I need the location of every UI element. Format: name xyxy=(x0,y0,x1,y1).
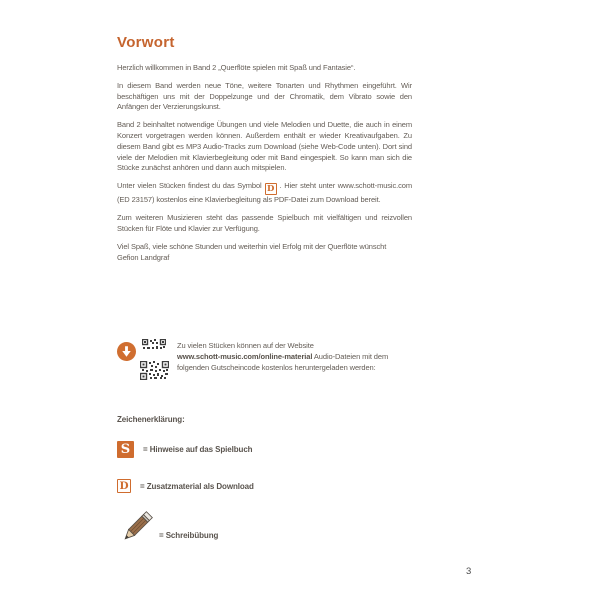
qr-code-icon xyxy=(140,361,169,380)
download-text xyxy=(177,339,388,374)
voucher-codes xyxy=(139,339,169,380)
pencil-icon xyxy=(117,507,155,549)
paragraph-band-intro: In diesem Band werden neue Töne, weitere Tonarten und Rhythmen eingeführt. Wir beschäftigen uns mit der Doppelzunge und der Chromatik, dem Vibrato sowie den Anfängen der Verzierungskunst. xyxy=(117,80,412,112)
preface-content xyxy=(117,34,412,270)
symbol-hint-text-post: . Hier steht unter www.schott-music.com (ED 23157) kostenlos eine Klavierbegleitung als PDF-Datei zum Download bereit. xyxy=(117,181,413,205)
download-text-line3: folgenden Gutscheincode kostenlos heruntergeladen werden: xyxy=(177,363,376,373)
paragraph-band-content: Band 2 beinhaltet notwendige Übungen und viele Melodien und Duette, die auch in einem Konzert vorgetragen werden können. Außerdem enthält er wieder Kreativaufgaben. Zu diesem Band gibt es MP3 Audio-Tracks zum Download (siehe Web-Code unten). Dort sind viele der Melodien mit Klavierbegleitung oder mit Band eingespielt. So kann man sich die Stücke zunächst anhören und dann auch mitspielen. xyxy=(117,120,412,173)
paragraph-welcome: Herzlich willkommen in Band 2 „Querflöte spielen mit Spaß und Fantasie“. xyxy=(117,63,356,72)
legend-label-spielbuch: = Hinweise auf das Spielbuch xyxy=(143,445,253,454)
d-symbol-letter: D xyxy=(119,479,129,492)
closing-wish: Viel Spaß, viele schöne Stunden und weiterhin viel Erfolg mit der Querflöte wünscht xyxy=(117,241,387,251)
paragraph-symbol-hint xyxy=(117,181,412,206)
qr-code-icon xyxy=(142,339,166,350)
download-icon xyxy=(117,342,136,361)
download-text-line2 xyxy=(177,351,388,362)
legend-label-schreibuebung: = Schreibübung xyxy=(159,531,219,540)
download-info-section xyxy=(117,339,388,380)
paragraph-closing xyxy=(117,242,412,264)
legend-item-download xyxy=(117,479,254,493)
legend-item-schreibuebung xyxy=(117,507,254,549)
online-material-url: www.schott-music.com/online-material xyxy=(177,352,313,362)
page-title: Vorwort xyxy=(117,34,175,51)
download-d-symbol-icon xyxy=(117,479,131,493)
d-symbol-letter: D xyxy=(266,184,275,195)
download-d-symbol-icon xyxy=(265,183,277,195)
download-text-line1: Zu vielen Stücken können auf der Website xyxy=(177,341,314,350)
legend-heading: Zeichenerklärung: xyxy=(117,415,185,424)
legend-section xyxy=(117,415,254,570)
paragraph-spielbuch: Zum weiteren Musizieren steht das passende Spielbuch mit vielfältigen und reizvollen Stücken für Flöte und Klavier zur Verfügung. xyxy=(117,213,412,234)
spielbuch-s-symbol-icon xyxy=(117,441,134,458)
author-name: Gefion Landgraf xyxy=(117,252,170,262)
download-text-line2-rest: Audio-Dateien mit dem xyxy=(313,352,389,362)
legend-item-spielbuch xyxy=(117,441,254,458)
s-symbol-letter: S xyxy=(120,442,131,457)
page-number: 3 xyxy=(466,566,472,577)
legend-label-download: = Zusatzmaterial als Download xyxy=(140,481,254,491)
symbol-hint-text-pre: Unter vielen Stücken findest du das Symbol xyxy=(117,181,262,191)
